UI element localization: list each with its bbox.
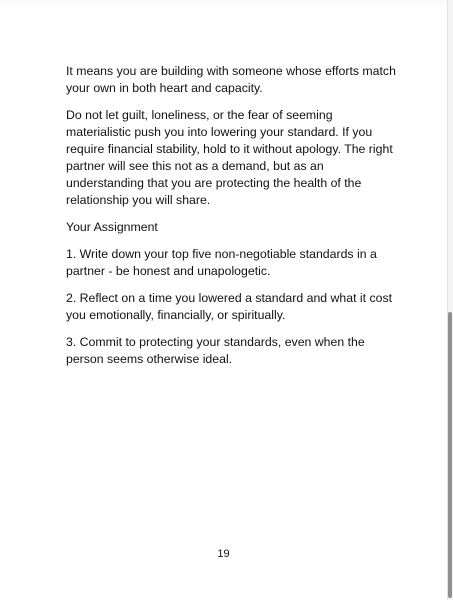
page-content bbox=[66, 63, 396, 378]
page-number: 19 bbox=[217, 548, 230, 560]
paragraph-1: It means you are building with someone whose efforts match your own in both heart and capacity. bbox=[66, 64, 396, 95]
assignment-item-3: 3. Commit to protecting your standards, even when the person seems otherwise ideal. bbox=[66, 335, 365, 366]
paragraph-2: Do not let guilt, loneliness, or the fear of seeming materialistic push you into lowering your standard. If you require financial stability, hold to it without apology. The right partner will see this not as a demand, but as an understanding that you are protecting the health of the relationship you will share. bbox=[66, 108, 393, 207]
vertical-scrollbar-thumb[interactable] bbox=[448, 312, 452, 598]
assignment-item-1: 1. Write down your top five non-negotiable standards in a partner - be honest and unapologetic. bbox=[66, 247, 377, 278]
section-heading: Your Assignment bbox=[66, 220, 158, 234]
assignment-item-2: 2. Reflect on a time you lowered a standard and what it cost you emotionally, financially, or spiritually. bbox=[66, 291, 393, 322]
